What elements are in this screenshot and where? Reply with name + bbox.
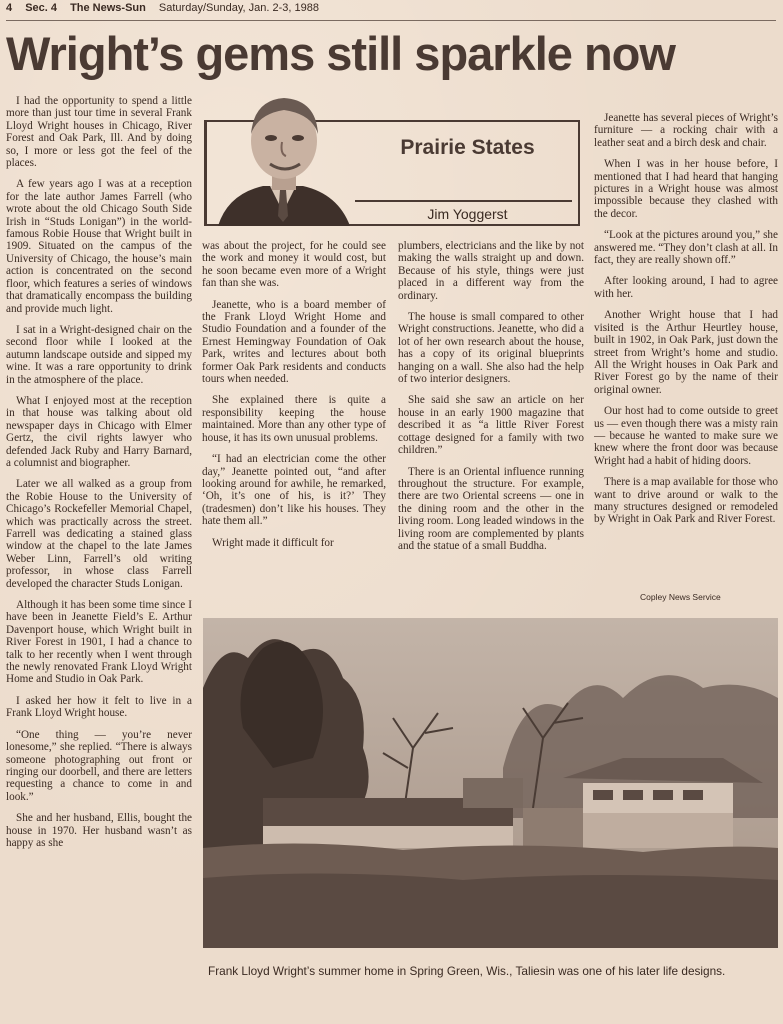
- paragraph: “Look at the pictures around you,” she answered me. “They don’t clash at all. In fact, they are really shown off.”: [594, 229, 778, 267]
- page-number: 4: [6, 2, 13, 14]
- paragraph: was about the project, for he could see the work and money it would cost, but he soon became even more of a Wright fan than she was.: [202, 240, 386, 290]
- article-column-1: [6, 95, 192, 1020]
- column-name: Prairie States: [400, 136, 535, 159]
- author-portrait: [208, 86, 358, 226]
- paragraph: I asked her how it felt to live in a Frank Lloyd Wright house.: [6, 694, 192, 720]
- paragraph: Another Wright house that I had visited is the Arthur Heurtley house, built in 1902, in Oak Park, just down the street from Wright’s home and studio. All the Wright houses in Oak Park and River Forest go by the name of their original owner.: [594, 309, 778, 396]
- issue-date: Saturday/Sunday, Jan. 2-3, 1988: [158, 2, 319, 14]
- paragraph: There is a map available for those who want to drive around or walk to the many structures designed or remodeled by Wright in Oak Park and River Forest.: [594, 476, 778, 526]
- paragraph: Jeanette has several pieces of Wright’s furniture — a rocking chair with a leather seat and a birch desk and chair.: [594, 112, 778, 149]
- paragraph: I sat in a Wright-designed chair on the second floor while I looked at the autumn landscape outside and sipped my wine. It was a rare opportunity to drink in the atmosphere of the place.: [6, 323, 192, 386]
- paragraph: “I had an electrician come the other day,” Jeanette pointed out, “and after looking around for awhile, he remarked, ‘Oh, it’s one of his, is it?’ They (tradesmen) don’t like his houses. They hate them all.”: [202, 453, 386, 528]
- section-label: Sec. 4: [25, 2, 57, 14]
- paragraph: Wright made it difficult for: [212, 536, 334, 549]
- wire-credit: Copley News Service: [640, 592, 721, 602]
- byline: Jim Yoggerst: [427, 206, 508, 222]
- paragraph: After looking around, I had to agree with her.: [594, 275, 778, 300]
- paragraph: What I enjoyed most at the reception in that house was talking about old newspaper days in Chicago with Elmer Gertz, the civil rights lawyer who defended Jack Ruby and Harry Barnard, a columnist and biographer.: [6, 394, 192, 469]
- paragraph: I had the opportunity to spend a little more than just tour time in several Frank Lloyd Wright houses in Chicago, River Forest and Oak Park, Ill. And by doing so, I more or less got the feel of the places.: [6, 95, 192, 170]
- paragraph: When I was in her house before, I mentioned that I had heard that hanging pictures in a Wright house was almost impossible because they clashed with the decor.: [594, 158, 778, 220]
- paragraph: There is an Oriental influence running throughout the structure. For example, there are two Oriental screens — one in the dining room and the other in the living room. Long leaded windows in the living room are complemented by plants and the statue of a small Buddha.: [398, 465, 584, 552]
- paragraph: She explained there is quite a responsibility keeping the house maintained. More than any other type of house, it has its own unusual problems.: [202, 394, 386, 444]
- paragraph: Our host had to come outside to greet us — even though there was a misty rain — because he wanted to make sure we knew where the front door was because Wright had a habit of hiding doors.: [594, 405, 778, 467]
- paragraph: Later we all walked as a group from the Robie House to the University of Chicago’s Rockefeller Memorial Chapel, which was practically across the street. Farrell was dedicating a stained glass window at the chapel to the late James Weber Linn, Farrell’s old writing professor, in whose class Farrell developed the character Studs Lonigan.: [6, 478, 192, 590]
- page-folio: [6, 2, 776, 21]
- paragraph: A few years ago I was at a reception for the late author James Farrell (who wrote about the old Chicago South Side Irish in “Studs Lonigan”) in the world-famous Robie House that Wright built in 1909. Situated on the campus of the University of Chicago, the house’s main action is concentrated on the second floor, which features a series of windows that dramatically encompass the building and provide much light.: [6, 178, 192, 315]
- headline: Wright’s gems still sparkle now: [6, 27, 675, 80]
- paragraph: plumbers, electricians and the like by not making the walls straight up and down. Because of his style, things were just placed in a different way from the ordinary.: [398, 240, 584, 302]
- article-column-4: [594, 112, 778, 607]
- article-column-3: [398, 240, 584, 600]
- paper-name: The News-Sun: [70, 2, 146, 14]
- article-column-2: [202, 240, 386, 600]
- paragraph: Although it has been some time since I have been in Jeanette Field’s E. Arthur Davenport house, which Wright built in River Forest in 1901, I had a chance to talk to her recently when I went through the newly renovated Frank Lloyd Wright Home and Studio in Oak Park.: [6, 599, 192, 686]
- paragraph: The house is small compared to other Wright constructions. Jeanette, who did a lot of her own research about the house, has a copy of its original blueprints hanging on a wall. She also had the help of two interior designers.: [398, 311, 584, 386]
- paragraph: She said she saw an article on her house in an early 1900 magazine that described it as “a little River Forest cottage designed for a family with two children.”: [398, 394, 584, 457]
- paragraph: She and her husband, Ellis, bought the house in 1970. Her husband wasn’t as happy as she: [6, 812, 192, 849]
- column-rule: [355, 200, 572, 202]
- paragraph: Jeanette, who is a board member of the Frank Lloyd Wright Home and Studio Foundation and a founder of the Ernest Hemingway Foundation of Oak Park, writes and lectures about both former Oak Park residents and conducts tours when needed.: [202, 298, 386, 386]
- paragraph: “One thing — you’re never lonesome,” she replied. “There is always someone photographing out front or ringing our doorbell, and there are letters requesting a chance to come in and look.”: [6, 728, 192, 803]
- photo-caption: Frank Lloyd Wright’s summer home in Spring Green, Wis., Taliesin was one of his later life designs.: [208, 964, 726, 978]
- taliesin-photo: [203, 618, 778, 948]
